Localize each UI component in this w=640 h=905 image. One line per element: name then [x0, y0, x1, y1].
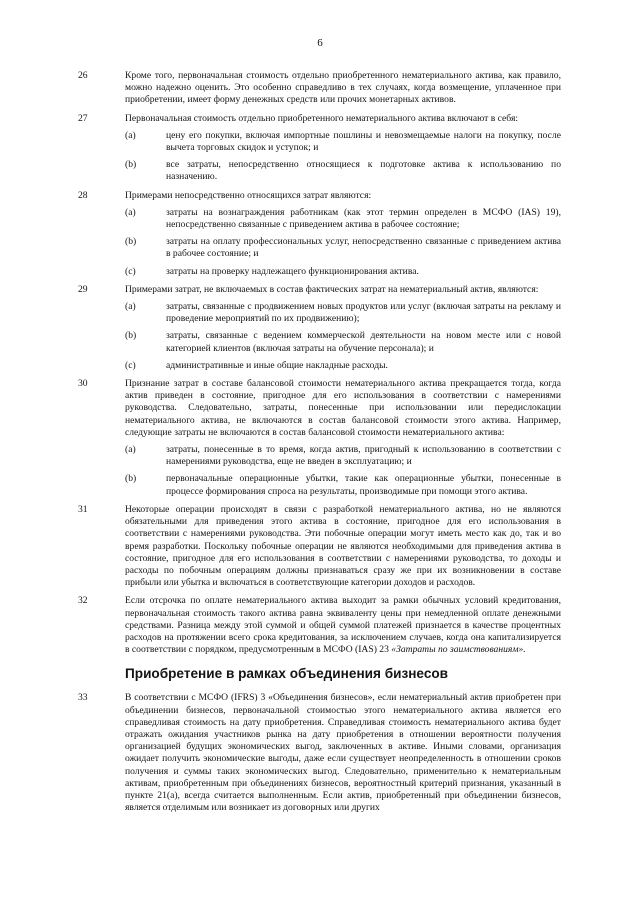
document-body	[0, 70, 640, 820]
list-item	[0, 301, 640, 325]
list-item-label: (a)	[125, 129, 136, 141]
paragraph-number: 26	[78, 70, 88, 81]
list-item	[0, 266, 640, 278]
list-item-label: (a)	[125, 301, 136, 313]
list-item-text: затраты, связанные с продвижением новых продуктов или услуг (включая затраты на рекламу и проведение мероприятий по их продвижению);	[166, 301, 561, 325]
paragraph-number: 30	[78, 378, 88, 390]
list-item-label: (b)	[125, 236, 137, 248]
paragraph-number: 29	[78, 283, 88, 295]
paragraph-body: Кроме того, первоначальная стоимость отдельно приобретенного нематериального актива, как правило, можно надежно оценить. Это особенно справедливо в тех случаях, когда возмещение, уплаченное при приобретении, имеет форму денежных средств или прочих монетарных активов.	[125, 70, 561, 106]
list-item-text: затраты на проверку надлежащего функционирования актива.	[166, 265, 419, 277]
list-item-text: затраты на вознаграждения работникам (как этот термин определен в МСФО (IAS) 19), непосредственно связанные с приведением актива в рабочее состояние;	[166, 206, 561, 231]
list-item	[0, 444, 640, 468]
paragraph-number: 28	[78, 189, 88, 201]
paragraph-text	[125, 284, 561, 296]
paragraph-body: Если отсрочка по оплате нематериального актива выходит за рамки обычных условий кредитования, первоначальная стоимость такого актива равна эквиваленту цены при немедленной оплате денежными средствами. Разница между этой суммой и общей суммой платежей признается в качестве процентных расходов на протяжении всего срока кредитования, за исключением случаев, когда она капитализируется в соответствии с порядком, предусмотренным в МСФО (IAS) 23	[125, 595, 561, 656]
list-item-label: (c)	[125, 265, 136, 277]
standard-title-reference: «Затраты по заимствованиям».	[391, 644, 526, 656]
paragraph-body: Первоначальная стоимость отдельно приобретенного нематериального актива включают в себя:	[125, 112, 519, 124]
list-item-text: первоначальные операционные убытки, такие как операционные убытки, понесенные в процессе формирования спроса на результаты, производимые при помощи этого актива.	[166, 473, 561, 497]
list-item	[0, 207, 640, 231]
list-item	[0, 236, 640, 260]
list-item	[0, 360, 640, 372]
list-item	[0, 130, 640, 154]
sub-item-list	[0, 130, 640, 184]
list-item-label: (b)	[125, 473, 137, 485]
list-item-label: (b)	[125, 159, 137, 171]
paragraph-32	[0, 595, 640, 656]
sub-item-list	[0, 444, 640, 498]
paragraph-27	[0, 113, 640, 184]
paragraph-text	[125, 190, 561, 202]
list-item-text: все затраты, непосредственно относящиеся к подготовке актива к использованию по назначению.	[166, 159, 561, 183]
paragraph-number: 27	[78, 112, 88, 124]
list-item-label: (c)	[125, 359, 136, 371]
paragraph-body: В соответствии с МСФО (IFRS) 3 «Объединения бизнесов», если нематериальный актив приобретен при объединении бизнесов, первоначальной стоимостью этого нематериального актива является его справедливая стоимость на дату приобретения. Справедливая стоимость нематериального актива будет отражать ожидания участников рынка на дату приобретения в отношении вероятности получения организацией будущих экономических выгод, заключенных в активе. Иными словами, организация ожидает получить экономические выгоды, даже если существует неопределенность в отношении сроков получения и суммы таких экономических выгод. Следовательно, применительно к нематериальным активам, приобретенным при объединениях бизнесов, вероятностный критерий признания, указанный в пункте 21(a), всегда считается выполненным. Если актив, приобретенный при объединении бизнесов, является отделимым или возникает из договорных или других	[125, 692, 561, 814]
list-item-text: административные и иные общие накладные расходы.	[166, 359, 388, 371]
list-item-text: цену его покупки, включая импортные пошлины и невозмещаемые налоги на покупку, после вычета торговых скидок и уступок; и	[166, 129, 561, 154]
list-item	[0, 473, 640, 497]
paragraph-26	[0, 70, 640, 107]
list-item-label: (b)	[125, 330, 137, 342]
sub-item-list	[0, 301, 640, 372]
paragraph-number: 32	[78, 595, 88, 607]
list-item-text: затраты на оплату профессиональных услуг, непосредственно связанные с приведением актива в рабочее состояние; и	[166, 236, 561, 260]
paragraph-31	[0, 504, 640, 589]
paragraph-text	[125, 113, 561, 125]
paragraph-body: Некоторые операции происходят в связи с разработкой нематериального актива, но не являются обязательными для приведения этого актива в состояние, пригодное для его использования в соответствии с намерениями руководства. Эти побочные операции могут иметь место как до, так и во время разработки. Поскольку побочные операции не являются необходимыми для приведения актива в состояние, пригодное для его использования в соответствии с намерениями руководства, то доходы и расходы по побочным операциям должны признаваться сразу же при их возникновении в составе прибыли или убытка и включаться в соответствующие категории доходов и расходов.	[125, 503, 561, 589]
paragraph-33	[0, 692, 640, 814]
section-heading: Приобретение в рамках объединения бизнесов	[125, 666, 449, 682]
paragraph-text	[125, 595, 561, 656]
paragraph-number: 31	[78, 503, 88, 515]
page-number: 6	[317, 37, 323, 49]
paragraph-number: 33	[78, 692, 88, 704]
list-item-text: затраты, понесенные в то время, когда актив, пригодный к использованию в соответствии с намерениями руководства, еще не введен в эксплуатацию; и	[166, 444, 561, 468]
paragraph-text	[125, 378, 561, 439]
paragraph-28	[0, 190, 640, 278]
paragraph-body: Признание затрат в составе балансовой стоимости нематериального актива прекращается тогда, когда актив приведен в состояние, пригодное для его использования в соответствии с намерениями руководства. Следовательно, затраты, понесенные при использовании или передислокации нематериального актива, не включаются в состав балансовой стоимости этого актива. Например, следующие затраты не включаются в состав балансовой стоимости нематериального актива:	[125, 378, 561, 438]
paragraph-text	[125, 504, 561, 589]
list-item	[0, 159, 640, 183]
paragraph-body: Примерами непосредственно относящихся затрат являются:	[125, 189, 372, 201]
list-item-label: (a)	[125, 206, 136, 218]
paragraph-body: Примерами затрат, не включаемых в состав фактических затрат на нематериальный актив, являются:	[125, 283, 539, 295]
sub-item-list	[0, 207, 640, 278]
paragraph-30	[0, 378, 640, 498]
list-item-label: (a)	[125, 444, 136, 456]
paragraph-text	[125, 70, 561, 107]
list-item-text: затраты, связанные с ведением коммерческой деятельности на новом месте или с новой категорией клиентов (включая затраты на обучение персонала); и	[166, 330, 561, 354]
list-item	[0, 330, 640, 354]
paragraph-29	[0, 284, 640, 372]
paragraph-text	[125, 692, 561, 814]
